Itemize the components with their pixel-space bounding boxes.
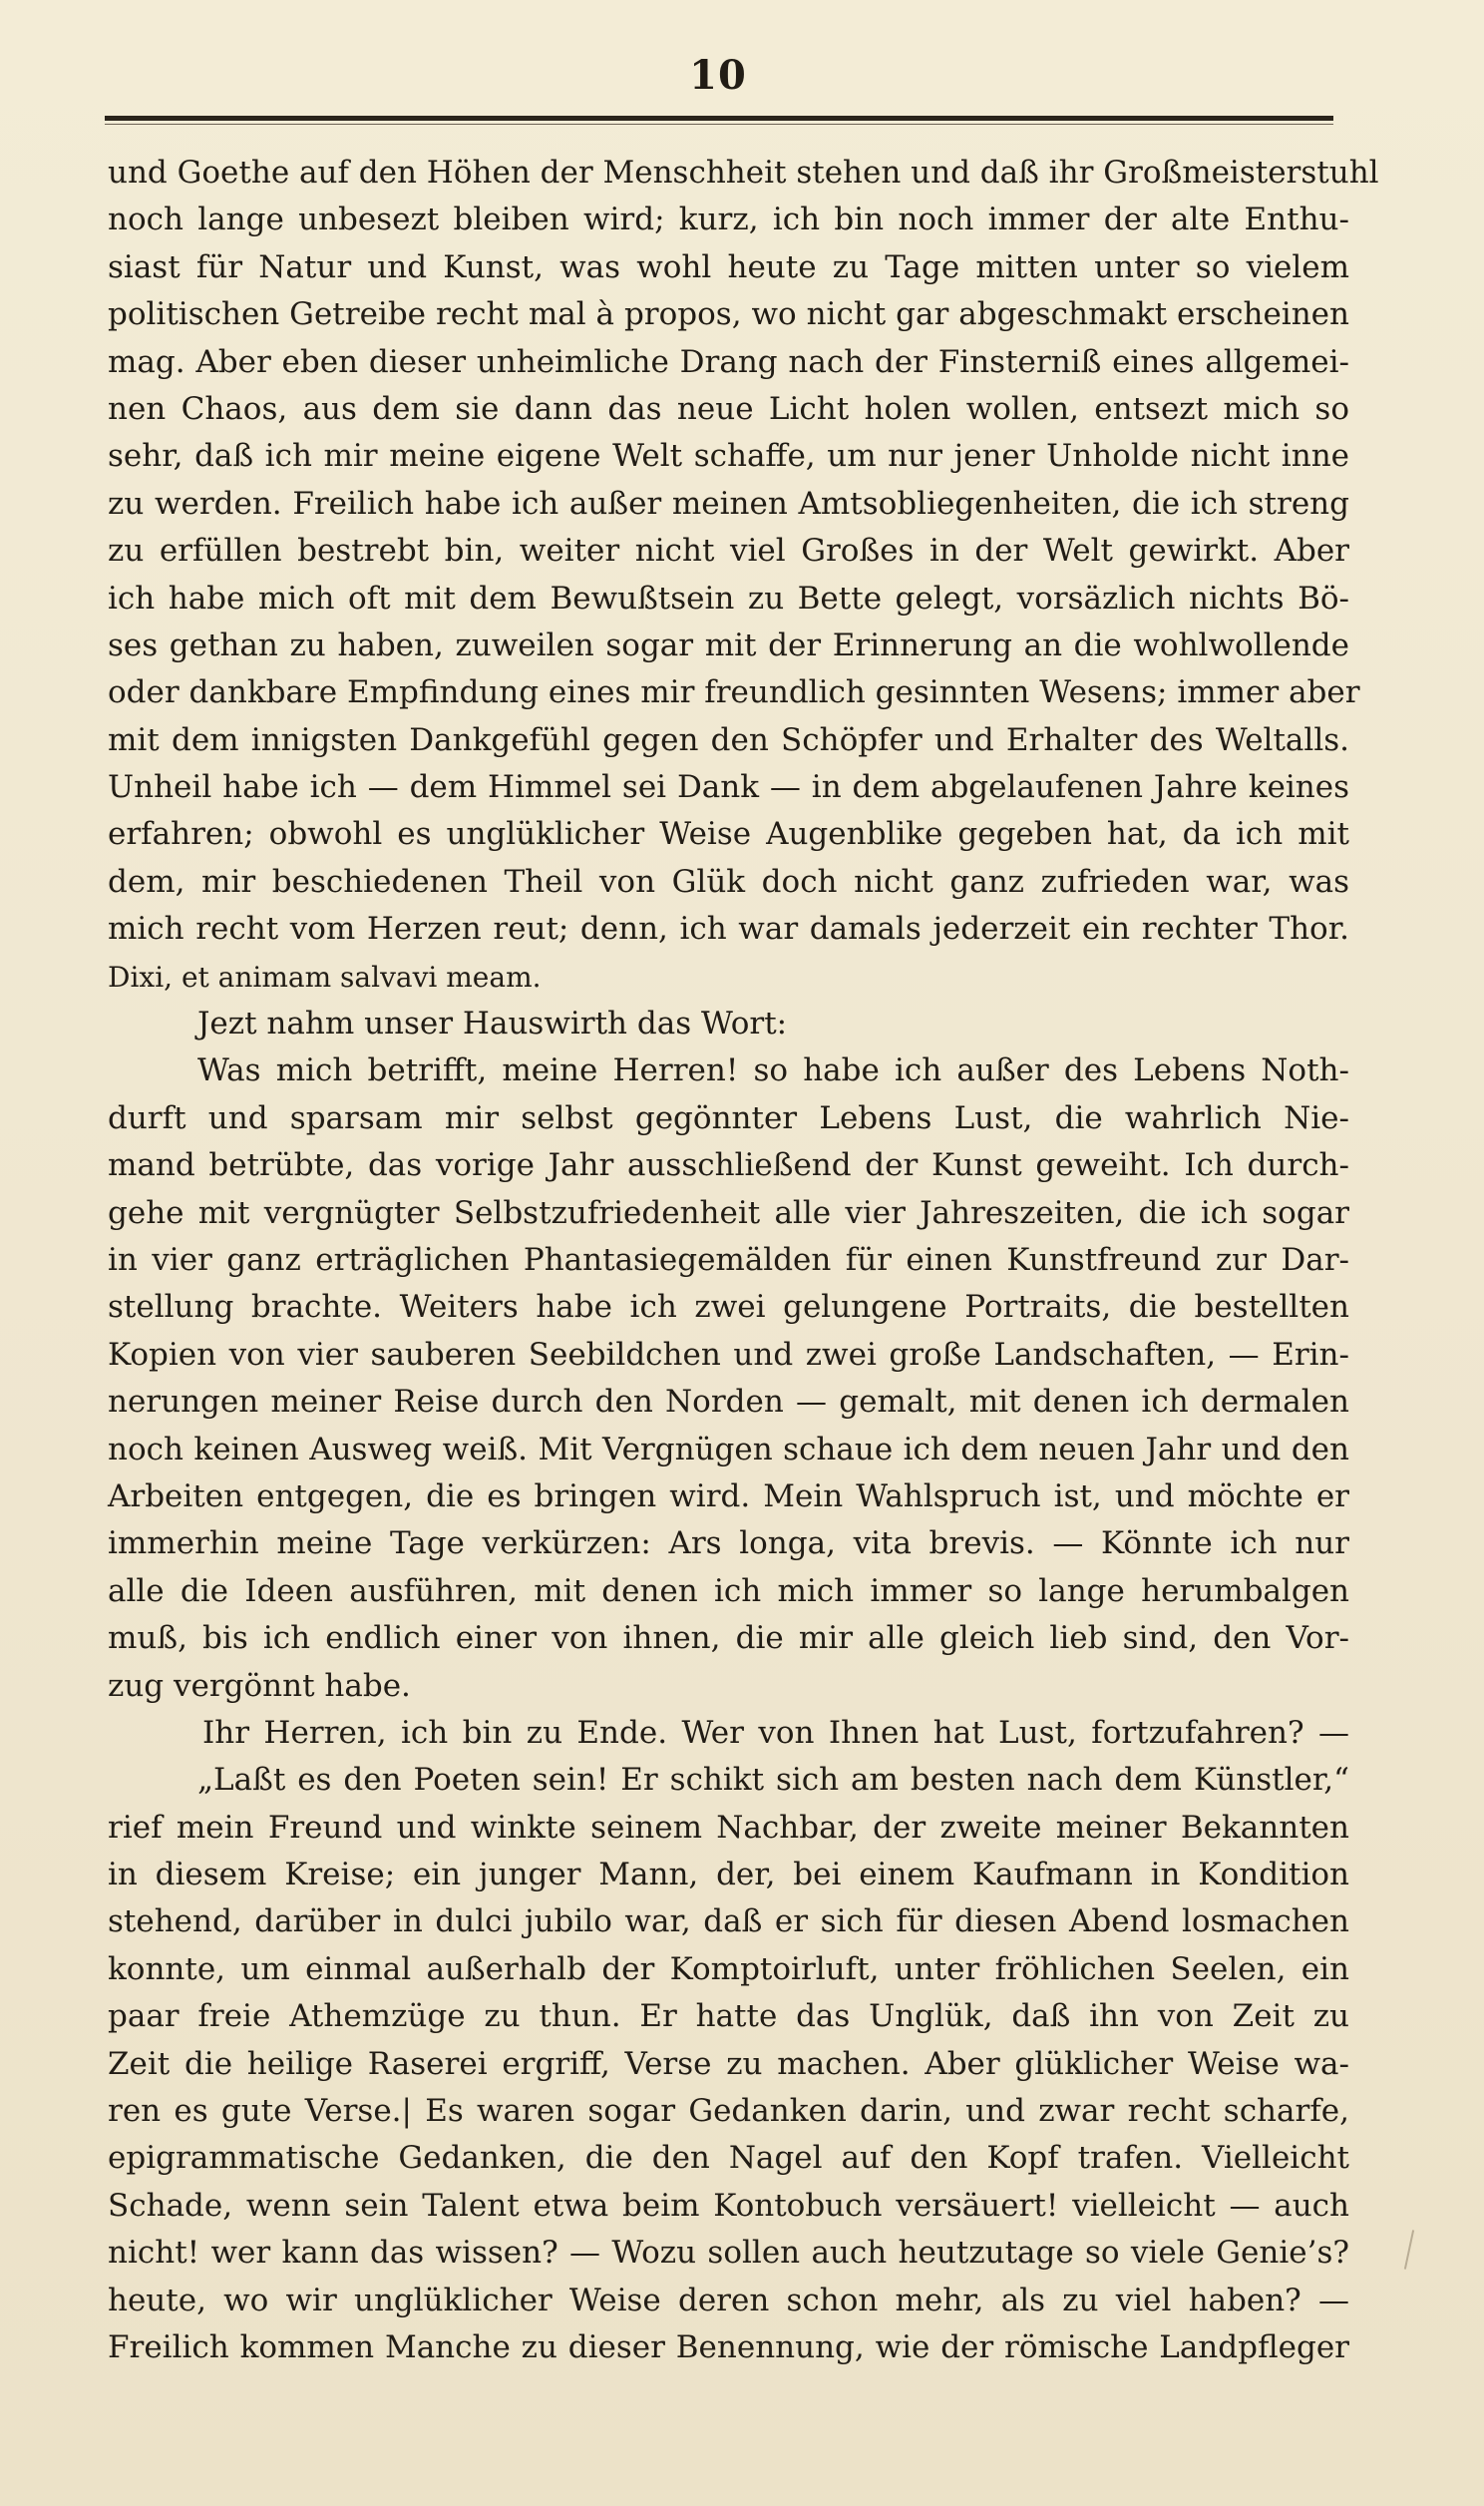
text-line: Freilich kommen Manche zu dieser Benennung, wie der römische Landpfleger	[108, 2328, 1349, 2365]
text-line: Schade, wenn sein Talent etwa beim Kontobuch versäuert! vielleicht — auch	[108, 2187, 1349, 2224]
text-line: heute, wo wir unglüklicher Weise deren schon mehr, als zu viel haben? —	[108, 2282, 1349, 2318]
margin-pencil-mark	[1404, 2230, 1414, 2270]
header-rule	[105, 116, 1333, 121]
text-line: rief mein Freund und winkte seinem Nachbar, der zweite meiner Bekannten	[108, 1809, 1349, 1846]
paragraph	[108, 1757, 1349, 2371]
text-line: zu werden. Freilich habe ich außer meinen Amtsobliegenheiten, die ich streng	[108, 485, 1349, 522]
paragraph	[108, 150, 1379, 1001]
text-line: politischen Getreibe recht mal à propos, wo nicht gar abgeschmakt erscheinen	[108, 296, 1349, 333]
text-line: stehend, darüber in dulci jubilo war, daß er sich für diesen Abend losmachen	[108, 1903, 1349, 1940]
paragraph	[108, 1001, 1349, 1047]
page-number: 10	[689, 52, 747, 99]
text-line: nicht! wer kann das wissen? — Wozu sollen auch heutzutage so viele Genie’s?	[108, 2235, 1349, 2272]
text-line: muß, bis ich endlich einer von ihnen, die mir alle gleich lieb sind, den Vor-	[108, 1620, 1349, 1657]
text-line: oder dankbare Empfindung eines mir freundlich gesinnten Wesens; immer aber	[108, 674, 1360, 711]
text-line: mag. Aber eben dieser unheimliche Drang nach der Finsterniß eines allgemei-	[108, 343, 1349, 380]
text-line: mand betrübte, das vorige Jahr ausschließend der Kunst geweiht. Ich durch-	[108, 1147, 1349, 1184]
text-line: immerhin meine Tage verkürzen: Ars longa, vita brevis. — Könnte ich nur	[108, 1525, 1349, 1562]
text-line: Was mich betrifft, meine Herren! so habe ich außer des Lebens Noth-	[197, 1052, 1349, 1089]
text-line: „Laßt es den Poeten sein! Er schikt sich am besten nach dem Künstler,“	[197, 1762, 1349, 1799]
text-line: stellung brachte. Weiters habe ich zwei gelungene Portraits, die bestellten	[108, 1289, 1349, 1326]
text-line: dem, mir beschiedenen Theil von Glük doch nicht ganz zufrieden war, was	[108, 863, 1349, 900]
text-line: Unheil habe ich — dem Himmel sei Dank — in dem abgelaufenen Jahre keines	[108, 769, 1349, 806]
text-line: nen Chaos, aus dem sie dann das neue Licht holen wollen, entsezt mich so	[108, 390, 1349, 427]
body-text	[108, 150, 1379, 2371]
text-line: durft und sparsam mir selbst gegönnter Lebens Lust, die wahrlich Nie-	[108, 1099, 1349, 1136]
text-line: konnte, um einmal außerhalb der Komptoirluft, unter fröhlichen Seelen, ein	[108, 1950, 1349, 1987]
text-line: mich recht vom Herzen reut; denn, ich war damals jederzeit ein rechter Thor.	[108, 911, 1349, 948]
text-line: gehe mit vergnügter Selbstzufriedenheit alle vier Jahreszeiten, die ich sogar	[108, 1194, 1349, 1231]
header-rule-thin	[105, 124, 1333, 125]
text-line: zu erfüllen bestrebt bin, weiter nicht viel Großes in der Welt gewirkt. Aber	[108, 533, 1349, 570]
text-line: Kopien von vier sauberen Seebildchen und zwei große Landschaften, — Erin-	[108, 1336, 1349, 1373]
text-line: siast für Natur und Kunst, was wohl heute zu Tage mitten unter so vielem	[108, 248, 1349, 285]
text-line: paar freie Athemzüge zu thun. Er hatte das Unglük, daß ihn von Zeit zu	[108, 1998, 1349, 2035]
text-line: sehr, daß ich mir meine eigene Welt schaffe, um nur jener Unholde nicht inne	[108, 438, 1349, 475]
text-line: Arbeiten entgegen, die es bringen wird. Mein Wahlspruch ist, und möchte er	[108, 1477, 1349, 1514]
text-line: ses gethan zu haben, zuweilen sogar mit der Erinnerung an die wohlwollende	[108, 626, 1349, 663]
text-line: epigrammatische Gedanken, die den Nagel auf den Kopf trafen. Vielleicht	[108, 2140, 1349, 2177]
text-line: mit dem innigsten Dankgefühl gegen den Schöpfer und Erhalter des Weltalls.	[108, 721, 1349, 758]
text-line: in diesem Kreise; ein junger Mann, der, bei einem Kaufmann in Kondition	[108, 1857, 1349, 1893]
text-line: nerungen meiner Reise durch den Norden — gemalt, mit denen ich dermalen	[108, 1384, 1349, 1421]
text-line: ren es gute Verse.| Es waren sogar Gedanken darin, und zwar recht scharfe,	[108, 2093, 1349, 2130]
text-line: ich habe mich oft mit dem Bewußtsein zu Bette gelegt, vorsäzlich nichts Bö-	[108, 580, 1349, 617]
text-line: erfahren; obwohl es unglüklicher Weise Augenblike gegeben hat, da ich mit	[108, 816, 1349, 853]
text-line: und Goethe auf den Höhen der Menschheit stehen und daß ihr Großmeisterstuhl	[108, 155, 1379, 191]
paragraph	[108, 1047, 1349, 1709]
text-line: noch keinen Ausweg weiß. Mit Vergnügen schaue ich dem neuen Jahr und den	[108, 1431, 1349, 1467]
text-line: Ihr Herren, ich bin zu Ende. Wer von Ihnen hat Lust, fortzufahren? —	[202, 1714, 1349, 1751]
text-line: in vier ganz erträglichen Phantasiegemälden für einen Kunstfreund zur Dar-	[108, 1241, 1349, 1278]
text-line-latin: Dixi, et animam salvavi meam.	[108, 960, 542, 994]
text-line: alle die Ideen ausführen, mit denen ich mich immer so lange herumbalgen	[108, 1572, 1349, 1609]
text-line: noch lange unbesezt bleiben wird; kurz, ich bin noch immer der alte Enthu-	[108, 202, 1349, 238]
text-line: zug vergönnt habe.	[108, 1667, 411, 1704]
text-line: Zeit die heilige Raserei ergriff, Verse zu machen. Aber glüklicher Weise wa-	[108, 2045, 1349, 2082]
text-line: Jezt nahm unser Hauswirth das Wort:	[197, 1006, 788, 1043]
paragraph	[108, 1710, 1349, 1757]
